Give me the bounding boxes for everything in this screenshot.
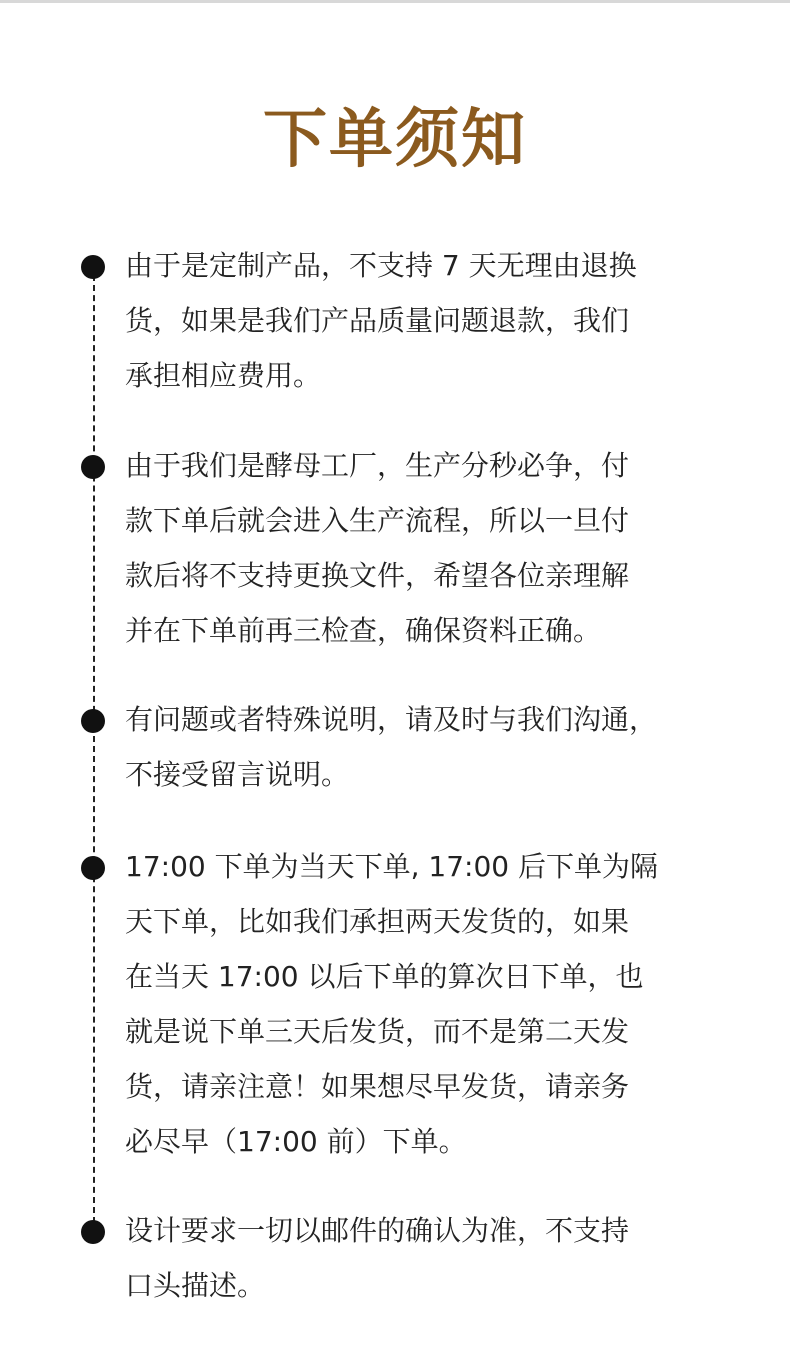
- bullet-dot-icon: [81, 455, 105, 479]
- notice-line: 款后将不支持更换文件，希望各位亲理解: [125, 559, 630, 592]
- notice-line: 并在下单前再三检查，确保资料正确。: [125, 614, 602, 647]
- notice-line: 承担相应费用。: [125, 359, 322, 392]
- notice-line: 设计要求一切以邮件的确认为准，不支持: [125, 1214, 630, 1247]
- notice-line: 天下单，比如我们承担两天发货的，如果: [125, 905, 630, 938]
- notice-line: 就是说下单三天后发货，而不是第二天发: [125, 1015, 630, 1048]
- notice-line: 17:00 下单为当天下单, 17:00 后下单为隔: [125, 850, 658, 883]
- bullet-dot-icon: [81, 255, 105, 279]
- notice-line: 有问题或者特殊说明，请及时与我们沟通，: [125, 703, 658, 736]
- bullet-dot-icon: [81, 709, 105, 733]
- page-title: 下单须知: [263, 103, 527, 177]
- notice-line: 由于我们是酵母工厂，生产分秒必争，付: [125, 449, 630, 482]
- timeline-dashed-line: [93, 265, 95, 1233]
- notice-text: [125, 1203, 725, 1313]
- notice-line: 不接受留言说明。: [125, 758, 350, 791]
- notice-line: 必尽早（17:00 前）下单。: [125, 1125, 467, 1158]
- bullet-dot-icon: [81, 1220, 105, 1244]
- notice-text: [125, 839, 725, 1169]
- notice-text: [125, 438, 725, 658]
- notice-text: [125, 692, 725, 802]
- notice-line: 口头描述。: [125, 1269, 266, 1302]
- top-divider: [0, 0, 790, 3]
- notice-line: 在当天 17:00 以后下单的算次日下单，也: [125, 960, 644, 993]
- bullet-dot-icon: [81, 856, 105, 880]
- notice-line: 款下单后就会进入生产流程，所以一旦付: [125, 504, 630, 537]
- notice-line: 货，请亲注意！如果想尽早发货，请亲务: [125, 1070, 630, 1103]
- notice-line: 货，如果是我们产品质量问题退款，我们: [125, 304, 630, 337]
- notice-text: [125, 238, 725, 403]
- notice-line: 由于是定制产品，不支持 7 天无理由退换: [125, 249, 637, 282]
